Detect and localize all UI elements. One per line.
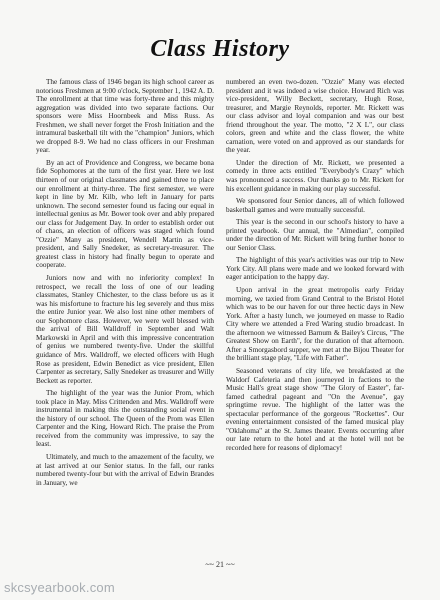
paragraph: Seasoned veterans of city life, we breakfasted at the Waldorf Cafeteria and then journeyed in factions to the Music Hall's great stage show "The Glory of Easter", far-famed cathedral pageant and "On the Avenue", gay springtime revue. The highlight of the latter was the spectacular performance of the gorgeous "Rockettes". Our evening entertainment consisted of the famed musical play "Oklahoma" at the St. James theater. Events occurring after our late return to the hotel and at the hotel will not be recorded here for reasons of diplomacy! xyxy=(226,366,404,452)
paragraph: Juniors now and with no inferiority complex! In retrospect, we recall the loss of one of our leading classmates, Stanley Chichester, to the class before us as it was his misfortune to fracture his leg severely and thus miss the entire Junior year. We also lost nine other members of our Sophomore class. However, we were well blessed with the arrival of Bill Walldroff in September and Walt Markowski in April and with this impressive concentration of genius we numbered twenty-five. Under the skillful guidance of Mrs. Walldroff, we elected officers with Hugh Rose as president, Edwin Benedict as vice president, Ellen Carpenter as secretary, Sally Snedeker as treasurer and Willy Beckett as reporter. xyxy=(36,274,214,385)
paragraph: By an act of Providence and Congress, we became bona fide Sophomores at the turn of the first year. Here we lost thirteen of our original classmates and gained three to place our enrollment at thirty-three. The first semester, we were kept in line by Mr. Kilb, who left in January for parts unknown. The second semester found us facing our equal in intellectual genius as Mr. Bower took over and ably prepared our class for Judgement Day. In order to establish order out of chaos, an election of officers was staged which found "Ozzie" Many as president, Wendell Martin as vice-president, and Sally Snedeker, as secretary-treasurer. The greatest class in history had finally begun to operate and cooperate. xyxy=(36,158,214,270)
paragraph: numbered an even two-dozen. "Ozzie" Many was elected president and it was indeed a wise choice. Howard Rich was vice-president, Willy Beckett, secretary, Hugh Rose, treasurer, and Margie Reynolds, reporter. Mr. Rickett was our class advisor and loyal companion and was our best friend throughout the year. The motto, "2 X L", our class colors, green and white and the class flower, the white carnation, were voted on and approved as our standards for the year. xyxy=(226,78,404,155)
paragraph: The highlight of the year was the Junior Prom, which took place in May. Miss Crittenden and Mrs. Walldroff were instrumental in making this the outstanding social event in the history of our school. The Queen of the Prom was Ellen Carpenter and the King, Howard Rich. The praise the Prom received from the community was impressive, to say the least. xyxy=(36,389,214,449)
paragraph: This year is the second in our school's history to have a printed yearbook. Our annual, the "Almedian", compiled under the direction of Mr. Rickett will bring further honor to our Senior Class. xyxy=(226,218,404,252)
article-body xyxy=(36,78,404,548)
left-column xyxy=(36,78,214,548)
right-column xyxy=(226,78,404,548)
paragraph: Under the direction of Mr. Rickett, we presented a comedy in three acts entitled "Everybody's Crazy" which was pronounced a success. Our thanks go to Mr. Rickett for his excellent guidance in making our play successful. xyxy=(226,158,404,193)
paragraph: The famous class of 1946 began its high school career as notorious Freshmen at 9:00 o'clock, September 1, 1942 A. D. The enrollment at that time was forty-three and this mighty aggregation was divided into two separate factions. Our sponsors were Miss Hoornbeek and Miss Russ. As Freshmen, we shall never forget the Frosh Initiation and the intramural basketball tilt with the "champion" Juniors, which we dropped 8-9. We had no class officers in our Freshman year. xyxy=(36,78,214,155)
paragraph: The highlight of this year's activities was our trip to New York City. All plans were made and we looked forward with eager anticipation to the happy day. xyxy=(226,256,404,282)
watermark: skcsyearbook.com xyxy=(4,580,115,595)
page-title: Class History xyxy=(150,36,290,62)
page-number: ~~ 21 ~~ xyxy=(205,560,235,569)
paragraph: Upon arrival in the great metropolis early Friday morning, we taxied from Grand Central to the Bristol Hotel which was to be our haven for our three hectic days in New York. After a hasty lunch, we journeyed en masse to Radio City where we attended a Fred Waring studio broadcast. In the afternoon we witnessed Barnum & Bailey's Circus, "The Greatest Show on Earth", for the duration of that afternoon. After a Smorgasbord supper, we met at the Bijou Theater for the brilliant stage play, "Life with Father". xyxy=(226,286,404,363)
paragraph: We sponsored four Senior dances, all of which followed basketball games and were mutually successful. xyxy=(226,197,404,214)
paragraph: Ultimately, and much to the amazement of the faculty, we at last arrived at our Senior status. In the fall, our ranks numbered twenty-four but with the arrival of Edwin Brandes in January, we xyxy=(36,452,214,487)
